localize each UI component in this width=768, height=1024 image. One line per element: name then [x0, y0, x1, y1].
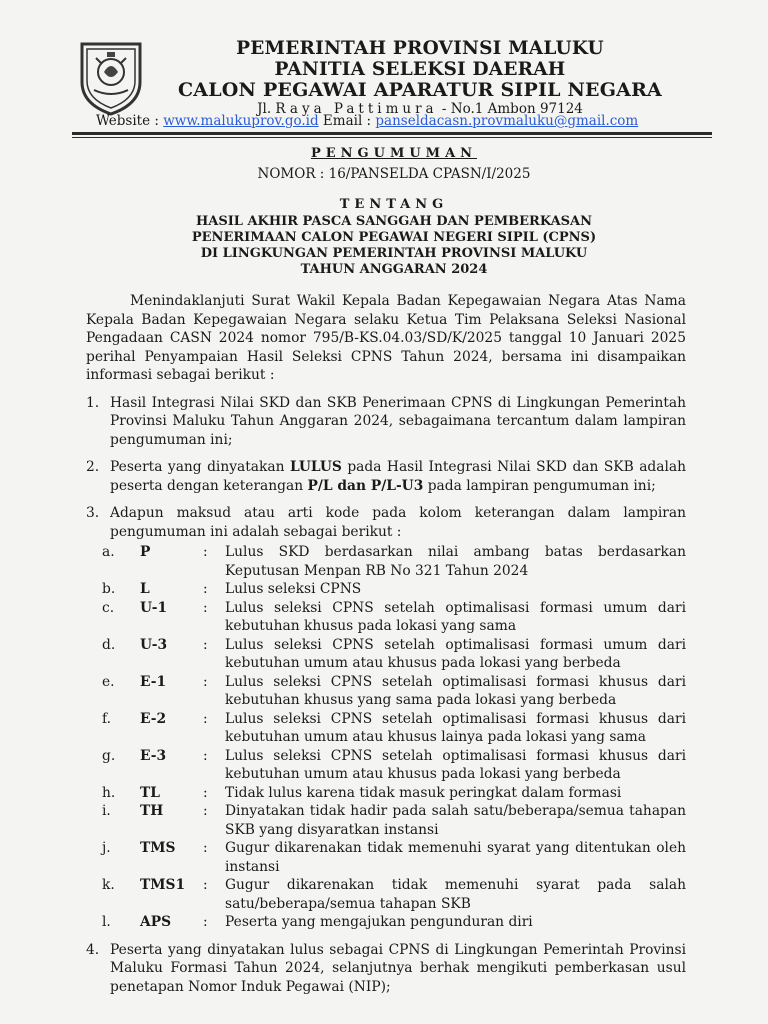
code-letter: g.: [102, 747, 116, 764]
code-letter: e.: [102, 673, 115, 690]
code-row: [86, 913, 686, 932]
code-value: P: [140, 544, 151, 560]
code-legend: [102, 543, 686, 932]
code-letter: c.: [102, 599, 115, 616]
code-colon: :: [203, 840, 208, 856]
list-item: 1. Hasil Integrasi Nilai SKD dan SKB Penerimaan CPNS di Lingkungan Pemerintah Provinsi Maluku Tahun Anggaran 2024, sebagaimana tercantum dalam lampiran pengumuman ini;: [86, 394, 686, 448]
letterhead-divider: [72, 132, 712, 135]
letterhead-program: CALON PEGAWAI APARATUR SIPIL NEGARA: [177, 79, 662, 101]
numbered-list: [86, 394, 686, 997]
list-item: 2. Peserta yang dinyatakan LULUS pada Hasil Integrasi Nilai SKD dan SKB adalah peserta dengan keterangan P/L dan P/L-U3 pada lampiran pengumuman ini;: [86, 459, 687, 494]
code-row: [86, 802, 686, 839]
code-value: TL: [140, 784, 160, 801]
code-row: [86, 747, 686, 784]
code-row: [86, 543, 686, 580]
code-colon: :: [203, 636, 208, 653]
code-description: Lulus seleksi CPNS setelah optimalisasi formasi umum dari kebutuhan khusus pada lokasi yang sama: [225, 599, 686, 634]
code-value: U-3: [140, 636, 168, 653]
letterhead-address: Jl. Raya Pattimura - No.1 Ambon 97124: [257, 101, 583, 117]
code-letter: h.: [102, 784, 116, 801]
code-letter: j.: [102, 840, 111, 856]
code-description: Peserta yang mengajukan pengunduran diri: [225, 914, 533, 930]
list-item: 3. Adapun maksud atau arti kode pada kolom keterangan dalam lampiran pengumuman ini adalah sebagai berikut : a. P : Lulus SKD berdasarkan nilai ambang batas berdasarkan Keputusan Menpan RB No 321 Tahun 2024 b. L : Lulus seleksi CPNS c. U-1 : Lulus seleksi CPNS setelah optimalisasi formasi umum dari kebutuhan khusus pada lokasi yang sama d. U-3 : Lulus seleksi CPNS setelah optimalisasi formasi umum dari kebutuhan umum atau khusus pada lokasi yang berbeda e. E-1 : Lulus seleksi CPNS setelah optimalisasi formasi khusus dari kebutuhan khusus yang sama pada lokasi yang berbeda f. E-2 : Lulus seleksi CPNS setelah optimalisasi formasi khusus dari kebutuhan umum atau khusus lainya pada lokasi yang sama g. E-3 : Lulus seleksi CPNS setelah optimalisasi formasi khusus dari kebutuhan umum atau khusus pada lokasi yang berbeda h. TL : Tidak lulus karena tidak masuk peringkat dalam formasi i. TH : Dinyatakan tidak hadir pada salah satu/beberapa/semua tahapan SKB yang disyaratkan instansi j. TMS : Gugur dikarenakan tidak memenuhi syarat yang ditentukan oleh instansi k. TMS1 : Gugur dikarenakan tidak memenuhi syarat pada salah satu/beberapa/semua tahapan SKB l. APS : Peserta yang mengajukan pengunduran diri: [86, 505, 686, 930]
code-value: TH: [140, 803, 164, 819]
code-description: Lulus seleksi CPNS setelah optimalisasi formasi khusus dari kebutuhan khusus yang sama pada lokasi yang berbeda: [225, 673, 686, 708]
code-row: [86, 710, 686, 747]
letterhead: [150, 38, 690, 118]
code-letter: l.: [102, 914, 111, 930]
code-description: Gugur dikarenakan tidak memenuhi syarat pada salah satu/beberapa/semua tahapan SKB: [225, 877, 686, 912]
announcement-subject-line: DI LINGKUNGAN PEMERINTAH PROVINSI MALUKU: [200, 246, 588, 261]
code-letter: f.: [102, 710, 112, 727]
code-row: [86, 599, 686, 636]
code-description: Tidak lulus karena tidak masuk peringkat dalam formasi: [225, 784, 622, 801]
code-value: E-1: [140, 673, 167, 690]
code-value: U-1: [140, 599, 168, 616]
code-description: Lulus seleksi CPNS setelah optimalisasi formasi umum dari kebutuhan umum atau khusus pada lokasi yang berbeda: [225, 636, 686, 671]
letterhead-government: PEMERINTAH PROVINSI MALUKU: [236, 38, 604, 59]
code-value: E-2: [140, 710, 167, 727]
list-item: 4. Peserta yang dinyatakan lulus sebagai CPNS di Lingkungan Pemerintah Provinsi Maluku Formasi Tahun 2024, selanjutnya berhak mengikuti pemberkasan usul penetapan Nomor Induk Pegawai (NIP);: [86, 941, 686, 995]
announcement-subject-line: PENERIMAAN CALON PEGAWAI NEGERI SIPIL (CPNS): [191, 230, 597, 245]
code-description: Lulus seleksi CPNS setelah optimalisasi formasi khusus dari kebutuhan umum atau khusus pada lokasi yang berbeda: [225, 747, 686, 782]
code-colon: :: [203, 710, 208, 727]
code-colon: :: [203, 747, 208, 764]
code-row: [86, 673, 686, 710]
code-row: [86, 784, 686, 803]
letterhead-contact: Website : www.malukuprov.go.id Email : panseldacasn.provmaluku@gmail.com: [96, 113, 639, 129]
announcement-subject-line: TAHUN ANGGARAN 2024: [300, 262, 488, 277]
letterhead-divider-thin: [72, 137, 712, 138]
code-colon: :: [203, 599, 208, 616]
code-row: [86, 839, 686, 876]
code-value: L: [140, 581, 150, 597]
code-letter: d.: [102, 636, 116, 653]
code-description: Dinyatakan tidak hadir pada salah satu/beberapa/semua tahapan SKB yang disyaratkan instansi: [225, 803, 686, 838]
code-colon: :: [203, 914, 208, 930]
announcement-heading: PENGUMUMAN: [310, 146, 478, 161]
announcement-about: TENTANG: [339, 197, 449, 212]
code-colon: :: [203, 673, 208, 690]
maluku-province-emblem-icon: [74, 38, 148, 118]
website-link[interactable]: www.malukuprov.go.id: [163, 113, 319, 129]
code-colon: :: [203, 544, 208, 560]
code-description: Lulus seleksi CPNS setelah optimalisasi formasi khusus dari kebutuhan umum atau khusus lainya pada lokasi yang sama: [225, 710, 686, 745]
code-letter: a.: [102, 544, 115, 560]
code-value: E-3: [140, 747, 167, 764]
code-colon: :: [203, 803, 208, 819]
announcement-subject-line: HASIL AKHIR PASCA SANGGAH DAN PEMBERKASAN: [195, 214, 593, 229]
announcement-number: NOMOR : 16/PANSELDA CPASN/I/2025: [257, 166, 531, 182]
code-description: Gugur dikarenakan tidak memenuhi syarat yang ditentukan oleh instansi: [225, 840, 686, 875]
code-row: [86, 876, 686, 913]
code-letter: b.: [102, 581, 116, 597]
code-description: Lulus SKD berdasarkan nilai ambang batas berdasarkan Keputusan Menpan RB No 321 Tahun 2024: [225, 544, 686, 579]
code-row: [86, 580, 686, 599]
code-letter: i.: [102, 803, 111, 819]
letterhead-committee: PANITIA SELEKSI DAERAH: [274, 59, 566, 80]
code-colon: :: [203, 581, 208, 597]
code-row: [86, 636, 686, 673]
announcement-title: [0, 145, 768, 278]
code-value: APS: [140, 914, 172, 930]
code-value: TMS: [140, 840, 176, 856]
code-value: TMS1: [140, 877, 186, 893]
intro-paragraph: Menindaklanjuti Surat Wakil Kepala Badan Kepegawaian Negara Atas Nama Kepala Badan Kepegawaian Negara selaku Ketua Tim Pelaksana Seleksi Nasional Pengadaan CASN 2024 nomor 795/B-KS.04.03/SD/K/2025 tanggal 10 Januari 2025 perihal Penyampaian Hasil Seleksi CPNS Tahun 2024, bersama ini disampaikan informasi sebagai berikut :: [86, 293, 686, 383]
code-letter: k.: [102, 877, 115, 893]
announcement-body: [86, 292, 686, 996]
code-colon: :: [203, 877, 208, 893]
code-colon: :: [203, 784, 208, 801]
email-link[interactable]: panseldacasn.provmaluku@gmail.com: [375, 113, 639, 129]
code-description: Lulus seleksi CPNS: [225, 581, 362, 597]
